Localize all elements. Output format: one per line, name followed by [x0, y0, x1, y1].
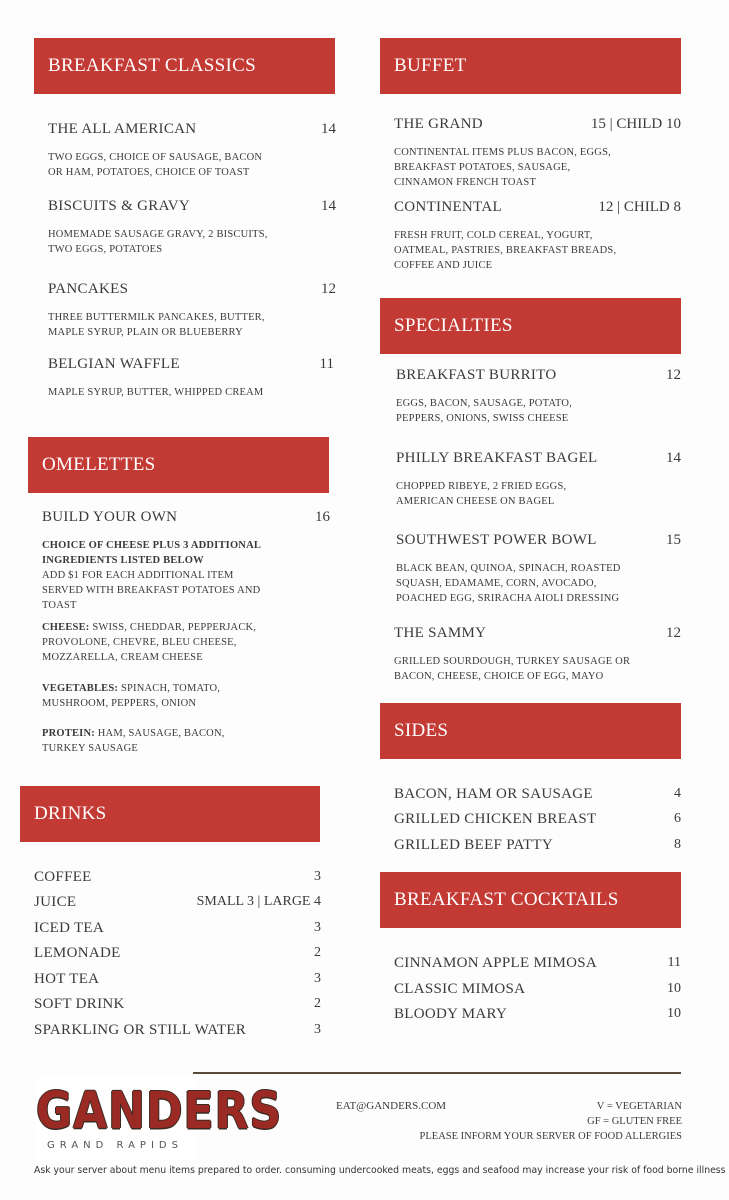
item-name: PHILLY BREAKFAST BAGEL [396, 450, 598, 466]
cocktail-name: CLASSIC MIMOSA [394, 981, 526, 997]
side-name: GRILLED BEEF PATTY [394, 837, 554, 853]
buffet-header: BUFFET [380, 38, 681, 94]
item-description: CHOPPED RIBEYE, 2 FRIED EGGS, AMERICAN CHEESE ON BAGEL [396, 481, 567, 507]
protein-options: PROTEIN: HAM, SAUSAGE, BACON, TURKEY SAUSAGE [42, 728, 225, 754]
drink-row-coffee [34, 869, 321, 889]
item-price: 14 [666, 450, 681, 466]
drink-price: 3 [314, 920, 321, 935]
menu-item-the-grand [394, 116, 681, 191]
side-price: 8 [674, 837, 681, 852]
side-row-bacon [394, 786, 681, 806]
item-name: BISCUITS & GRAVY [48, 198, 191, 214]
drink-price: SMALL 3 | LARGE 4 [196, 894, 321, 909]
contact-email[interactable]: EAT@GANDERS.COM [336, 1100, 447, 1112]
menu-item-southwest-bowl [396, 532, 681, 607]
drink-price: 3 [314, 869, 321, 884]
menu-item-belgian-waffle [48, 356, 334, 401]
item-description: CONTINENTAL ITEMS PLUS BACON, EGGS, BREAKFAST POTATOES, SAUSAGE, CINNAMON FRENCH TOAST [394, 147, 611, 188]
ganders-logo [36, 1078, 283, 1160]
cocktail-price: 10 [667, 981, 681, 996]
item-description: EGGS, BACON, SAUSAGE, POTATO, PEPPERS, ONIONS, SWISS CHEESE [396, 398, 572, 424]
vegetable-options: VEGETABLES: SPINACH, TOMATO, MUSHROOM, PEPPERS, ONION [42, 683, 221, 709]
drink-row-iced-tea [34, 920, 321, 940]
menu-item-build-your-own [42, 509, 330, 759]
item-price: 15 | CHILD 10 [590, 116, 681, 132]
breakfast-cocktails-header: BREAKFAST COCKTAILS [380, 872, 681, 928]
side-name: GRILLED CHICKEN BREAST [394, 811, 597, 827]
menu-item-all-american [48, 121, 336, 181]
item-price: 12 | CHILD 8 [598, 199, 681, 215]
logo-subtitle: GRAND RAPIDS [47, 1140, 183, 1151]
food-safety-disclaimer: Ask your server about menu items prepared to order. consuming undercooked meats, eggs and seafood may increase your risk of food borne illness [34, 1165, 726, 1176]
side-price: 4 [674, 786, 681, 801]
breakfast-classics-header: BREAKFAST CLASSICS [34, 38, 335, 94]
drink-price: 2 [314, 996, 321, 1011]
drink-row-hot-tea [34, 971, 321, 991]
item-price: 15 [666, 532, 681, 548]
drink-price: 3 [314, 1022, 321, 1037]
cocktail-price: 11 [667, 955, 681, 970]
drink-name: ICED TEA [34, 920, 105, 936]
item-price: 16 [315, 509, 330, 525]
menu-item-philly-bagel [396, 450, 681, 510]
item-name: CONTINENTAL [394, 199, 502, 215]
omelette-details: CHOICE OF CHEESE PLUS 3 ADDITIONAL INGREDIENTS LISTED BELOW ADD $1 FOR EACH ADDITIONAL ITEM SERVED WITH BREAKFAST POTATOES AND TOAST [42, 540, 262, 611]
item-name: THE ALL AMERICAN [48, 121, 197, 137]
menu-item-continental [394, 199, 681, 274]
drink-name: HOT TEA [34, 971, 100, 987]
cocktail-name: CINNAMON APPLE MIMOSA [394, 955, 597, 971]
cocktail-price: 10 [667, 1006, 681, 1021]
drink-row-lemonade [34, 945, 321, 965]
cocktail-name: BLOODY MARY [394, 1006, 508, 1022]
drink-name: SOFT DRINK [34, 996, 125, 1012]
item-description: BLACK BEAN, QUINOA, SPINACH, ROASTED SQUASH, EDAMAME, CORN, AVOCADO, POACHED EGG, SRIRACHA AIOLI DRESSING [396, 563, 621, 604]
item-description: FRESH FRUIT, COLD CEREAL, YOGURT, OATMEAL, PASTRIES, BREAKFAST BREADS, COFFEE AND JUICE [394, 230, 617, 271]
cheese-options: CHEESE: SWISS, CHEDDAR, PEPPERJACK, PROVOLONE, CHEVRE, BLEU CHEESE, MOZZARELLA, CREAM CHEESE [42, 622, 257, 663]
item-price: 14 [321, 121, 336, 137]
item-price: 12 [666, 625, 681, 641]
cocktail-row-bloody-mary [394, 1006, 681, 1026]
item-price: 11 [319, 356, 334, 372]
side-row-chicken [394, 811, 681, 831]
item-name: BREAKFAST BURRITO [396, 367, 557, 383]
drink-price: 3 [314, 971, 321, 986]
footer-divider [193, 1072, 681, 1074]
item-name: BUILD YOUR OWN [42, 509, 178, 525]
item-description: MAPLE SYRUP, BUTTER, WHIPPED CREAM [48, 387, 264, 398]
omelettes-header: OMELETTES [28, 437, 329, 493]
specialties-header: SPECIALTIES [380, 298, 681, 354]
logo-wordmark: GANDERS [36, 1082, 283, 1141]
side-row-beef-patty [394, 837, 681, 857]
item-description: HOMEMADE SAUSAGE GRAVY, 2 BISCUITS, TWO EGGS, POTATOES [48, 229, 268, 255]
item-description: THREE BUTTERMILK PANCAKES, BUTTER, MAPLE SYRUP, PLAIN OR BLUEBERRY [48, 312, 265, 338]
menu-item-the-sammy [394, 625, 681, 685]
side-name: BACON, HAM OR SAUSAGE [394, 786, 593, 802]
item-name: SOUTHWEST POWER BOWL [396, 532, 597, 548]
drink-name: JUICE [34, 894, 77, 910]
drink-name: SPARKLING OR STILL WATER [34, 1022, 247, 1038]
menu-item-biscuits-gravy [48, 198, 336, 258]
drink-name: COFFEE [34, 869, 92, 885]
menu-item-pancakes [48, 281, 336, 341]
item-price: 12 [666, 367, 681, 383]
item-description: GRILLED SOURDOUGH, TURKEY SAUSAGE OR BACON, CHEESE, CHOICE OF EGG, MAYO [394, 656, 631, 682]
sides-header: SIDES [380, 703, 681, 759]
item-price: 14 [321, 198, 336, 214]
drink-price: 2 [314, 945, 321, 960]
item-name: BELGIAN WAFFLE [48, 356, 180, 372]
drink-row-juice [34, 894, 321, 914]
item-name: THE SAMMY [394, 625, 487, 641]
item-name: PANCAKES [48, 281, 129, 297]
item-price: 12 [321, 281, 336, 297]
menu-item-breakfast-burrito [396, 367, 681, 427]
item-name: THE GRAND [394, 116, 483, 132]
item-description: TWO EGGS, CHOICE OF SAUSAGE, BACON OR HAM, POTATOES, CHOICE OF TOAST [48, 152, 263, 178]
cocktail-row-classic-mimosa [394, 981, 681, 1001]
drink-row-water [34, 1022, 321, 1042]
cocktail-row-apple-mimosa [394, 955, 681, 975]
drink-row-soft-drink [34, 996, 321, 1016]
drinks-header: DRINKS [20, 786, 320, 842]
drink-name: LEMONADE [34, 945, 121, 961]
dietary-legend: V = VEGETARIAN GF = GLUTEN FREE PLEASE INFORM YOUR SERVER OF FOOD ALLERGIES [419, 1101, 682, 1142]
side-price: 6 [674, 811, 681, 826]
